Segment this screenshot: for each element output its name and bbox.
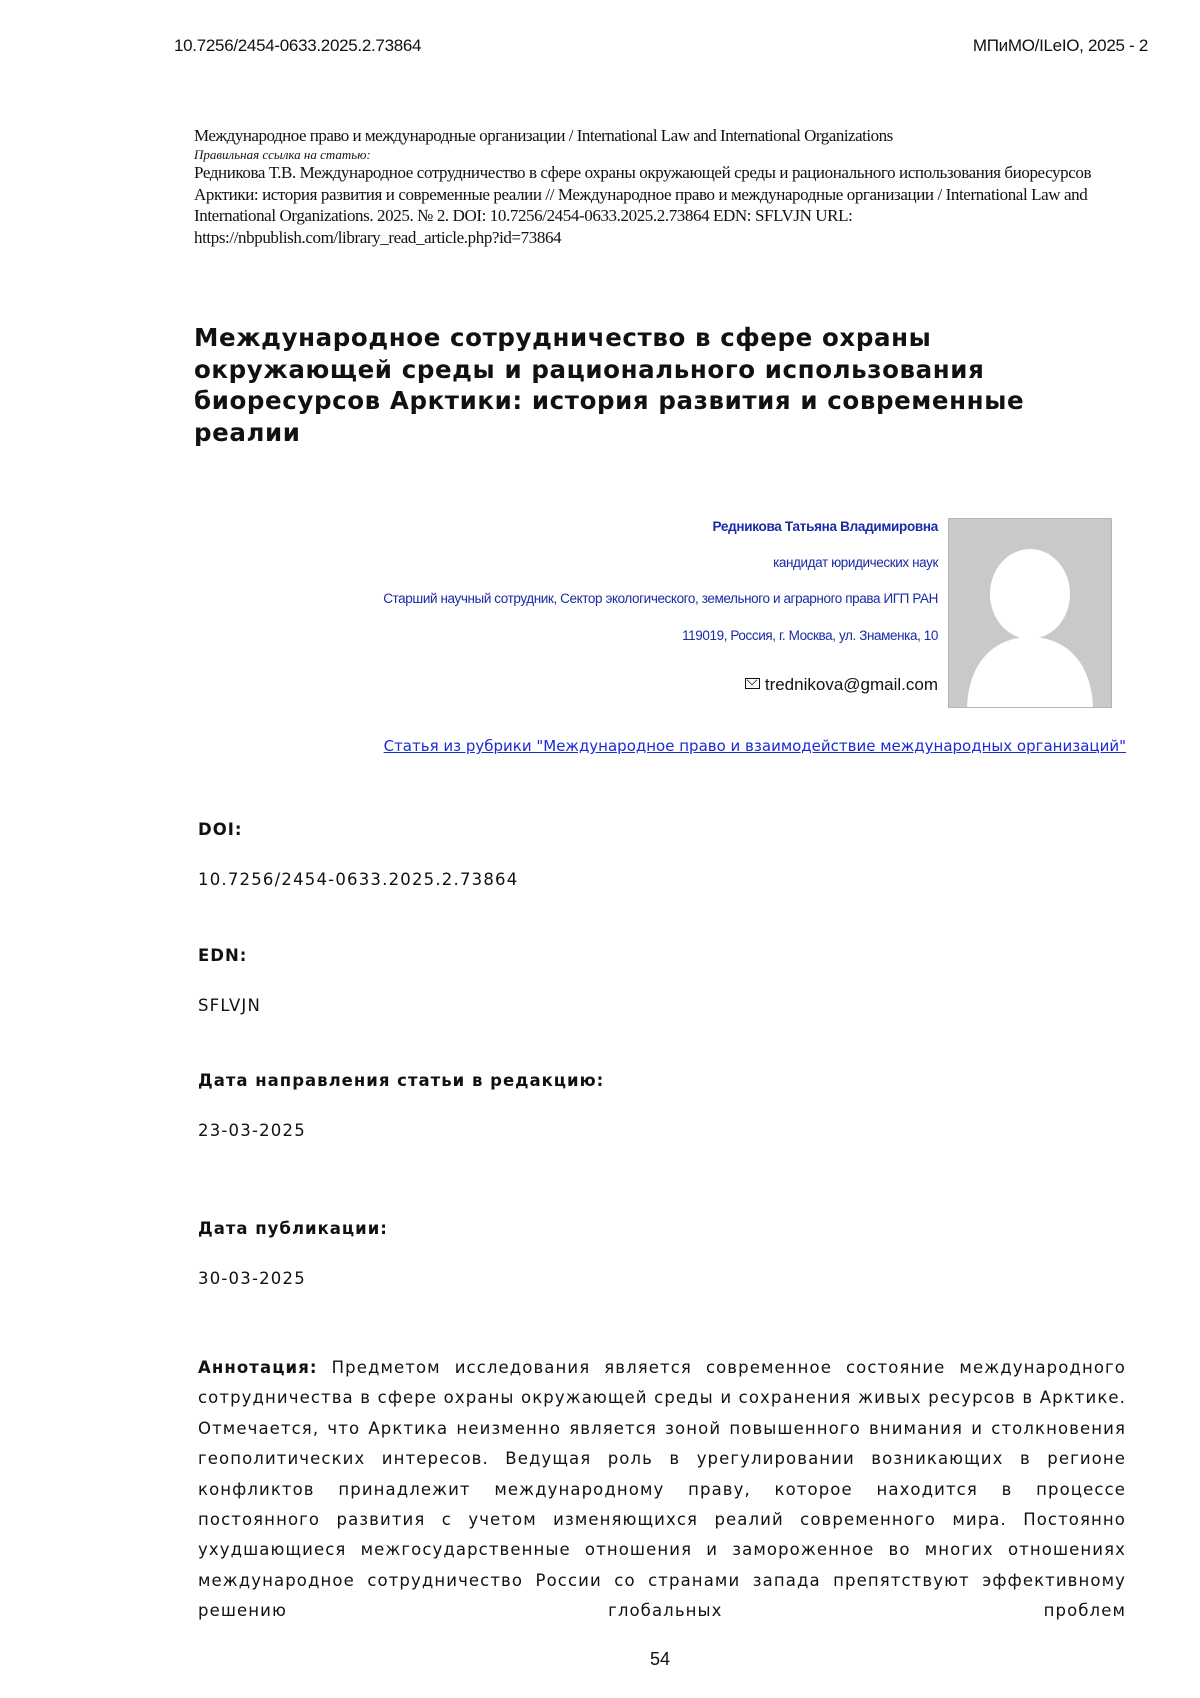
submitted-label: Дата направления статьи в редакцию: xyxy=(198,1071,605,1090)
author-degree: кандидат юридических наук xyxy=(773,555,938,570)
citation-block xyxy=(194,125,1094,248)
published-value: 30-03-2025 xyxy=(198,1269,306,1288)
author-email-text[interactable]: trednikova@gmail.com xyxy=(764,675,938,694)
citation-text: Редникова Т.В. Международное сотрудничество в сфере охраны окружающей среды и рационального использования биоресурсов Арктики: история развития и современные реалии // Международное право и международные организации / International Law and International Organizations. 2025. № 2. DOI: 10.7256/2454-0633.2025.2.73864 EDN: SFLVJN URL: https://nbpublish.com/library_read_article.php?id=73864 xyxy=(194,163,1092,247)
abstract xyxy=(198,1353,1126,1627)
header-issue: МПиМО/ILeIO, 2025 - 2 xyxy=(972,36,1148,55)
author-position: Старший научный сотрудник, Сектор экологического, земельного и аграрного права ИГП РАН xyxy=(383,591,938,606)
submitted-value: 23-03-2025 xyxy=(198,1121,306,1140)
author-email[interactable] xyxy=(745,675,938,695)
abstract-text: Предметом исследования является современное состояние международного сотрудничества в сфере охраны окружающей среды и сохранения живых ресурсов в Арктике. Отмечается, что Арктика неизменно является зоной повышенного внимания и столкновения геополитических интересов. Ведущая роль в урегулировании возникающих в регионе конфликтов принадлежит международному праву, которое находится в процессе постоянного развития с учетом изменяющихся реалий современного мира. Постоянно ухудшающиеся межгосударственные отношения и замороженное во многих отношениях международное сотрудничество России со странами запада препятствуют эффективному решению глобальных проблем xyxy=(198,1358,1126,1621)
article-title: Международное сотрудничество в сфере охраны окружающей среды и рационального использования биоресурсов Арктики: история развития и современные реалии xyxy=(194,323,1025,447)
doi-value[interactable]: 10.7256/2454-0633.2025.2.73864 xyxy=(198,870,519,889)
doi-label: DOI: xyxy=(198,820,243,839)
rubric-link[interactable]: Статья из рубрики "Международное право и взаимодействие международных организаций" xyxy=(383,737,1126,755)
person-silhouette-icon xyxy=(949,519,1111,707)
author-name[interactable]: Редникова Татьяна Владимировна xyxy=(712,519,938,534)
citation-label: Правильная ссылка на статью: xyxy=(194,147,371,162)
page-number: 54 xyxy=(649,1649,671,1669)
envelope-icon xyxy=(745,678,760,689)
citation-journal: Международное право и международные организации / International Law and International Organizations xyxy=(194,126,893,145)
published-label: Дата публикации: xyxy=(198,1219,388,1238)
edn-label: EDN: xyxy=(198,946,248,965)
author-address: 119019, Россия, г. Москва, ул. Знаменка, 10 xyxy=(682,628,938,643)
author-photo xyxy=(948,518,1112,708)
header-doi: 10.7256/2454-0633.2025.2.73864 xyxy=(174,36,422,55)
abstract-label: Аннотация: xyxy=(198,1358,318,1377)
edn-value: SFLVJN xyxy=(198,996,262,1015)
